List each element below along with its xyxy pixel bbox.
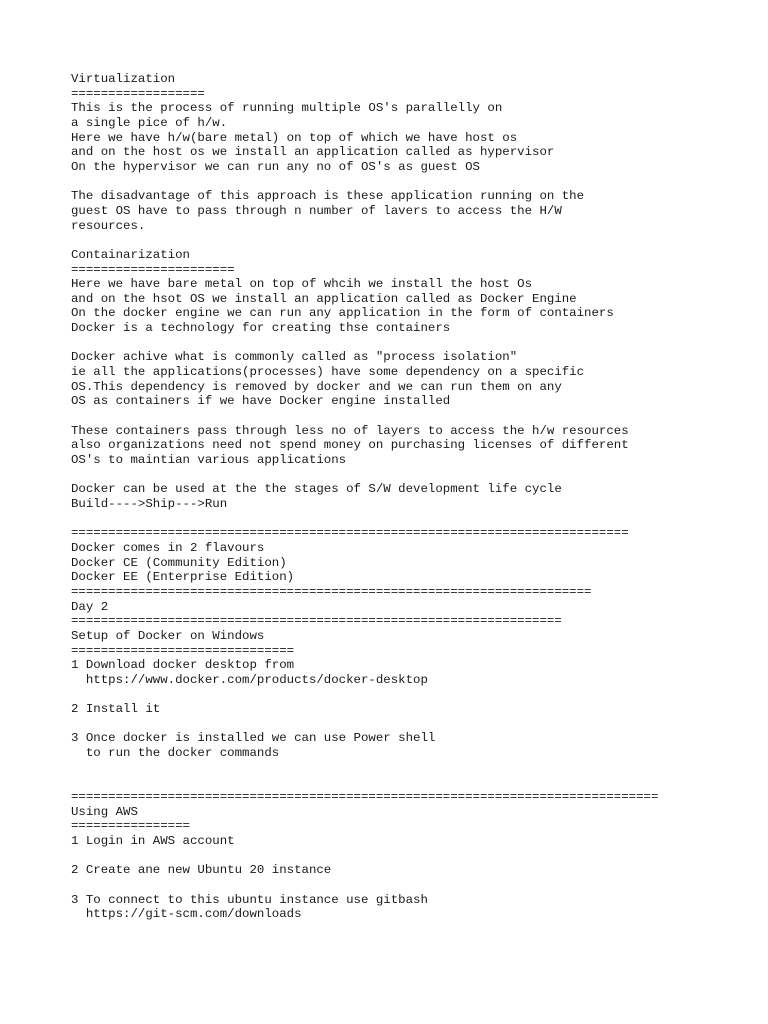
document-line: ==================================================================	[71, 614, 562, 629]
document-line: guest OS have to pass through n number of lavers to access the H/W	[71, 203, 562, 218]
document-line: https://git-scm.com/downloads	[71, 907, 302, 922]
document-line: Docker achive what is commonly called as "process isolation"	[71, 350, 518, 365]
document-line: 1 Download docker desktop from	[71, 658, 295, 673]
document-line: Docker CE (Community Edition)	[71, 555, 287, 570]
document-line	[71, 761, 658, 776]
document-line	[71, 717, 658, 732]
document-line: ======================================================================	[71, 584, 592, 599]
document-line	[71, 468, 658, 483]
document-line: ==================	[71, 86, 205, 101]
document-line	[71, 512, 658, 527]
document-line: Docker comes in 2 flavours	[71, 540, 265, 555]
document-line: 1 Login in AWS account	[71, 833, 235, 848]
document-line	[71, 878, 658, 893]
document-line: ======================	[71, 262, 235, 277]
document-line: ===============================================================================	[71, 790, 659, 804]
document-line	[71, 233, 658, 248]
document-line	[71, 775, 658, 790]
document-line: The disadvantage of this approach is these application running on the	[71, 189, 585, 204]
document-line: 2 Create ane new Ubuntu 20 instance	[71, 863, 332, 878]
document-line: OS's to maintian various applications	[71, 453, 347, 467]
document-line: ===========================================================================	[71, 526, 629, 541]
document-line: resources.	[71, 218, 146, 233]
document-line	[71, 409, 658, 424]
document-line	[71, 849, 658, 864]
document-line	[71, 336, 658, 351]
document-line: Containarization	[71, 247, 190, 262]
document-text	[71, 72, 658, 922]
document-line: OS.This dependency is removed by docker and we can run them on any	[71, 379, 562, 394]
document-line: OS as containers if we have Docker engine installed	[71, 394, 451, 409]
document-line: On the docker engine we can run any application in the form of containers	[71, 306, 614, 321]
document-line: Using AWS	[71, 804, 138, 819]
document-line: ==============================	[71, 643, 295, 658]
document-line: also organizations need not spend money on purchasing licenses of different	[71, 438, 629, 453]
document-line: ================	[71, 819, 190, 834]
document-line: Setup of Docker on Windows	[71, 628, 265, 643]
document-line: and on the hsot OS we install an application called as Docker Engine	[71, 291, 577, 306]
document-line: Build---->Ship--->Run	[71, 496, 228, 511]
document-line: and on the host os we install an application called as hypervisor	[71, 145, 555, 160]
document-line: On the hypervisor we can run any no of OS's as guest OS	[71, 159, 480, 174]
document-line: Here we have h/w(bare metal) on top of which we have host os	[71, 130, 518, 145]
document-line	[71, 687, 658, 702]
document-line	[71, 175, 658, 190]
document-line: to run the docker commands	[71, 746, 280, 761]
document-line: 3 To connect to this ubuntu instance use gitbash	[71, 892, 428, 907]
document-line: Here we have bare metal on top of whcih we install the host Os	[71, 277, 533, 292]
document-line: 2 Install it	[71, 702, 161, 717]
document-line: Docker can be used at the the stages of S/W development life cycle	[71, 482, 562, 497]
document-line: ie all the applications(processes) have some dependency on a specific	[71, 365, 585, 380]
document-line: https://www.docker.com/products/docker-desktop	[71, 672, 428, 687]
document-line: Virtualization	[71, 72, 176, 86]
document-line: 3 Once docker is installed we can use Power shell	[71, 731, 436, 746]
document-line: Docker is a technology for creating thse containers	[71, 321, 451, 336]
document-line: Day 2	[71, 599, 109, 614]
document-line: a single pice of h/w.	[71, 115, 228, 130]
document-line: This is the process of running multiple OS's parallelly on	[71, 101, 503, 116]
document-line: These containers pass through less no of layers to access the h/w resources	[71, 423, 629, 438]
document-line: Docker EE (Enterprise Edition)	[71, 570, 295, 585]
